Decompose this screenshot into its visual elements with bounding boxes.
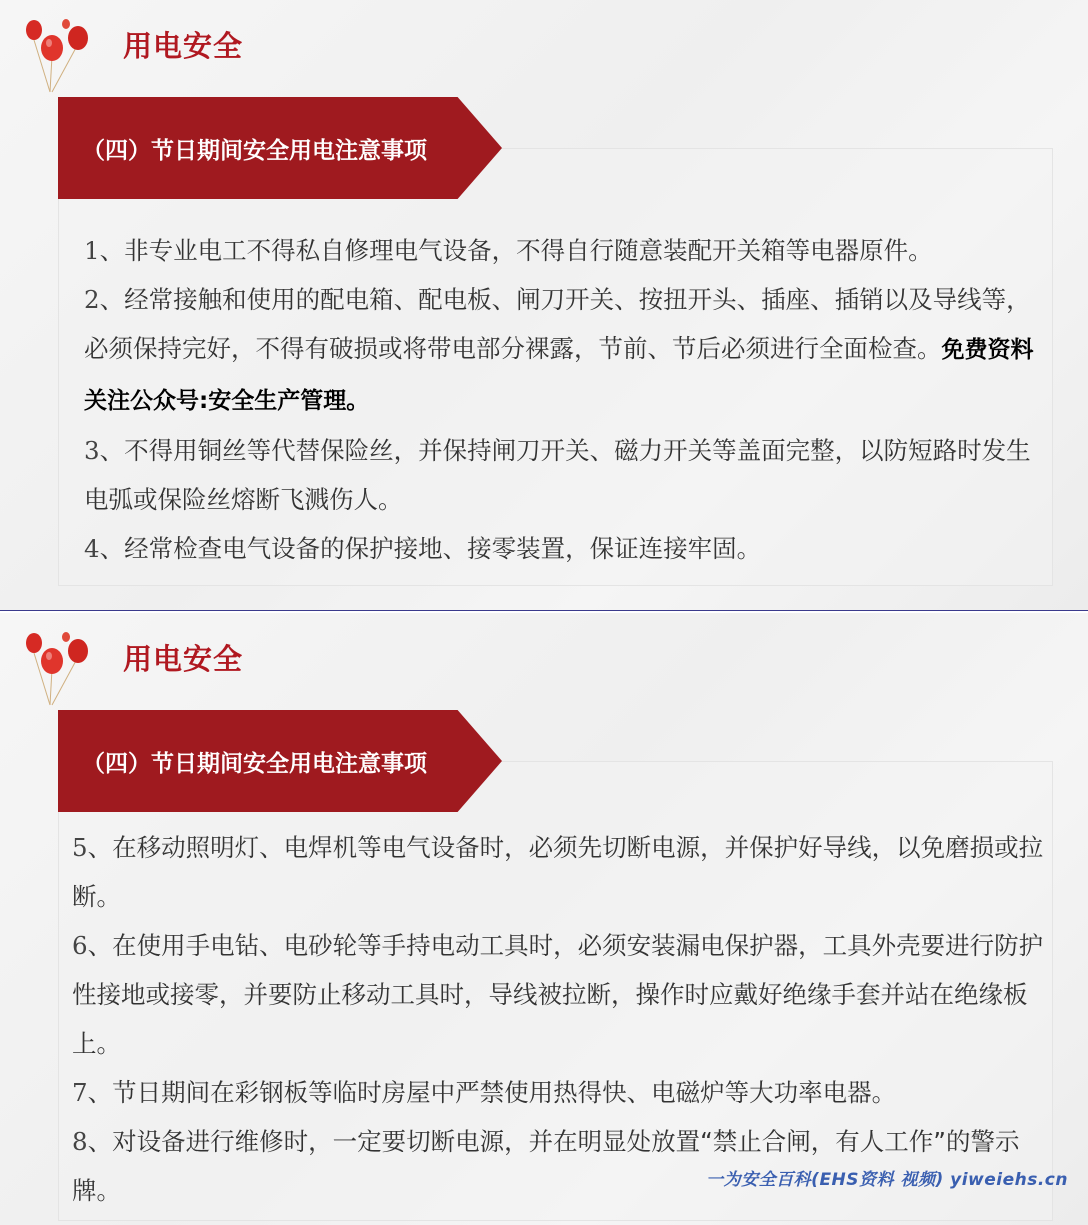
slide-1: [0, 0, 1088, 610]
site-watermark: 一为安全百科(EHS资料 视频) yiweiehs.cn: [706, 1170, 1068, 1190]
rule-list: [84, 226, 1034, 573]
list-item: 8、对设备进行维修时，一定要切断电源，并在明显处放置“禁止合闸，有人工作”的警示牌。: [72, 1127, 1020, 1205]
list-item: 7、节日期间在彩钢板等临时房屋中严禁使用热得快、电磁炉等大功率电器。: [72, 1078, 897, 1107]
slide-title: 用电安全: [123, 29, 244, 63]
list-item: 4、经常检查电气设备的保护接地、接零装置，保证连接牢固。: [84, 534, 762, 563]
balloons-icon: [22, 631, 100, 709]
rule-list: [72, 823, 1047, 1215]
list-item: 2、经常接触和使用的配电箱、配电板、闸刀开关、按扭开头、插座、插销以及导线等，必须保持完好，不得有破损或将带电部分裸露，节前、节后必须进行全面检查。免费资料关注公众号:安全生产管理。: [84, 285, 1034, 414]
list-item: 1、非专业电工不得私自修理电气设备，不得自行随意装配开关箱等电器原件。: [84, 236, 933, 265]
section-heading: （四）节日期间安全用电注意事项: [82, 751, 427, 777]
slide-title: 用电安全: [123, 642, 244, 676]
section-heading: （四）节日期间安全用电注意事项: [82, 138, 427, 164]
balloons-icon: [22, 18, 100, 96]
promo-note: 免费资料关注公众号:安全生产管理。: [84, 337, 1034, 414]
slide-2: [0, 613, 1088, 1225]
list-item: 5、在移动照明灯、电焊机等电气设备时，必须先切断电源，并保护好导线，以免磨损或拉断。: [72, 833, 1044, 911]
list-item: 3、不得用铜丝等代替保险丝，并保持闸刀开关、磁力开关等盖面完整，以防短路时发生电弧或保险丝熔断飞溅伤人。: [84, 436, 1031, 514]
list-item: 6、在使用手电钻、电砂轮等手持电动工具时，必须安装漏电保护器，工具外壳要进行防护性接地或接零，并要防止移动工具时，导线被拉断，操作时应戴好绝缘手套并站在绝缘板上。: [72, 931, 1044, 1058]
